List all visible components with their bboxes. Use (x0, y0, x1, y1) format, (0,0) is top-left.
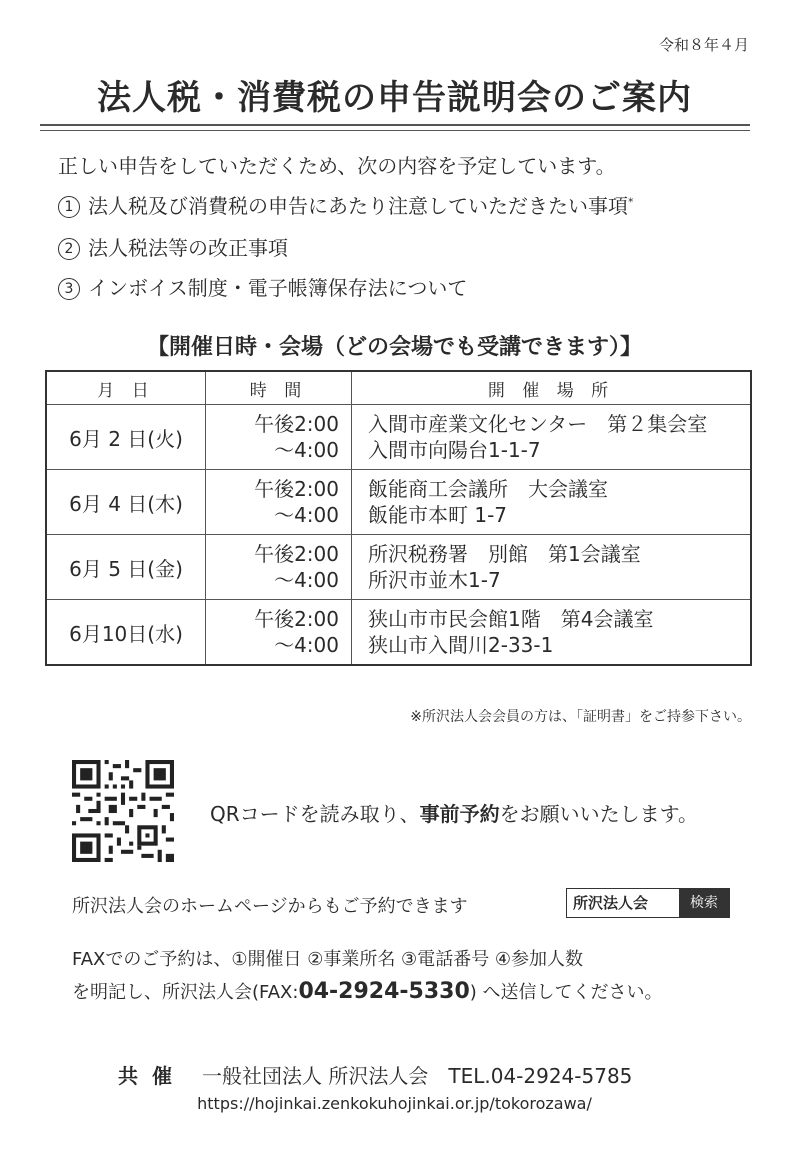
sponsor-label: 共催 (118, 1064, 186, 1088)
agenda-item-text: 法人税及び消費税の申告にあたり注意していただきたい事項 (88, 194, 628, 218)
time-start: 午後2:00 (254, 607, 339, 631)
issue-date: 令和８年４月 (658, 36, 749, 54)
time-start: 午後2:00 (254, 412, 339, 436)
table-header-row (46, 371, 751, 405)
intro-text: 正しい申告をしていただくため、次の内容を予定しています。 (58, 154, 616, 178)
agenda-item-2 (58, 232, 288, 261)
venue-name: 飯能商工会議所 大会議室 (368, 477, 608, 501)
search-box[interactable] (566, 888, 730, 918)
fax-instruction-line2 (72, 978, 663, 1004)
homepage-text: 所沢法人会のホームページからもご予約できます (72, 896, 468, 917)
venue-address: 狭山市入間川2-33-1 (368, 633, 554, 657)
session-time (206, 600, 352, 666)
table-row (46, 600, 751, 666)
session-venue (352, 600, 752, 666)
agenda-item-text: 法人税法等の改正事項 (88, 236, 288, 260)
title-rule-bottom (40, 130, 750, 131)
fax-text-pre: を明記し、所沢法人会(FAX: (72, 982, 299, 1003)
schedule-heading: 【開催日時・会場（どの会場でも受講できます）】 (146, 335, 642, 360)
item-number-badge: 2 (58, 238, 80, 260)
venue-address: 飯能市本町 1-7 (368, 503, 508, 527)
schedule-table (45, 370, 752, 666)
page-title: 法人税・消費税の申告説明会のご案内 (97, 78, 692, 118)
fax-instruction-line1: FAXでのご予約は、①開催日 ②事業所名 ③電話番号 ④参加人数 (72, 949, 584, 970)
venue-address: 所沢市並木1-7 (368, 568, 501, 592)
sponsor-tel: TEL.04-2924-5785 (448, 1064, 633, 1088)
venue-name: 狭山市市民会館1階 第4会議室 (368, 607, 654, 631)
agenda-item-text: インボイス制度・電子帳簿保存法について (88, 276, 468, 300)
column-header-date: 月 日 (46, 371, 206, 405)
qr-text-post: をお願いいたします。 (499, 802, 699, 826)
time-end: ～4:00 (274, 503, 339, 527)
table-row (46, 535, 751, 600)
column-header-time: 時 間 (206, 371, 352, 405)
session-time (206, 535, 352, 600)
venue-name: 所沢税務署 別館 第1会議室 (368, 542, 641, 566)
sponsor-org: 一般社団法人 所沢法人会 (202, 1064, 429, 1088)
table-row (46, 470, 751, 535)
time-start: 午後2:00 (254, 542, 339, 566)
search-term[interactable]: 所沢法人会 (573, 894, 649, 912)
item-number-badge: 3 (58, 278, 80, 300)
session-date: 6月 5 日(金) (46, 535, 206, 600)
venue-name: 入間市産業文化センター 第２集会室 (368, 412, 708, 436)
fax-text-post: ) へ送信してください。 (469, 982, 663, 1003)
sponsor-line (118, 1060, 632, 1089)
agenda-item-1 (58, 190, 634, 219)
time-end: ～4:00 (274, 568, 339, 592)
session-date: 6月 2 日(火) (46, 405, 206, 470)
session-venue (352, 535, 752, 600)
session-time (206, 470, 352, 535)
qr-instruction (210, 798, 698, 827)
session-venue (352, 405, 752, 470)
time-end: ～4:00 (274, 438, 339, 462)
item-number-badge: 1 (58, 196, 80, 218)
venue-address: 入間市向陽台1-1-7 (368, 438, 541, 462)
session-venue (352, 470, 752, 535)
agenda-item-3 (58, 272, 467, 301)
table-row (46, 405, 751, 470)
qr-text-emphasis: 事前予約 (419, 802, 500, 826)
qr-text-pre: QRコードを読み取り、 (210, 802, 420, 826)
search-button[interactable]: 検索 (679, 889, 729, 917)
qr-code-icon[interactable] (72, 760, 174, 862)
website-link[interactable]: https://hojinkai.zenkokuhojinkai.or.jp/tokorozawa/ (197, 1094, 592, 1113)
footnote-mark: * (628, 195, 634, 209)
member-note: ※所沢法人会会員の方は、「証明書」をご持参下さい。 (410, 709, 751, 725)
time-start: 午後2:00 (254, 477, 339, 501)
fax-number: 04-2924-5330 (298, 979, 470, 1004)
session-date: 6月10日(水) (46, 600, 206, 666)
time-end: ～4:00 (274, 633, 339, 657)
session-time (206, 405, 352, 470)
title-rule-top (40, 124, 750, 126)
session-date: 6月 4 日(木) (46, 470, 206, 535)
column-header-venue: 開 催 場 所 (352, 371, 752, 405)
